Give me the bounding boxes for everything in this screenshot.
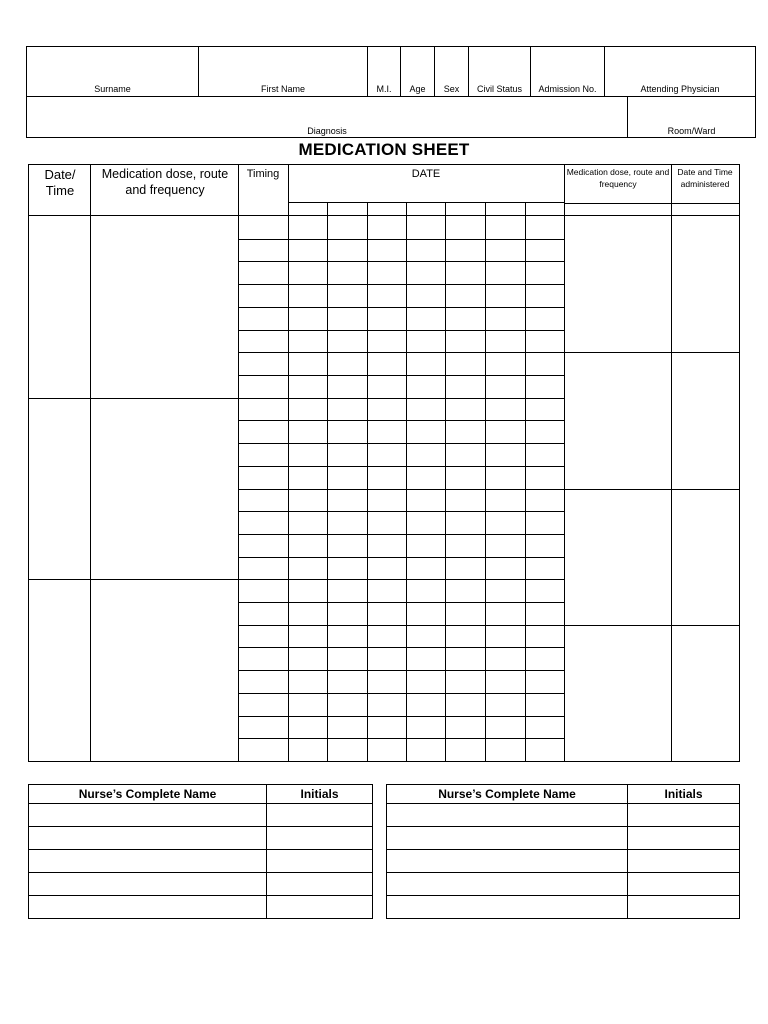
timing-input[interactable] xyxy=(239,444,288,466)
admission-no-field[interactable] xyxy=(531,47,604,96)
medication-input[interactable] xyxy=(91,217,238,398)
nurse-name-cell[interactable] xyxy=(387,873,628,896)
table-row xyxy=(29,896,373,919)
table-row xyxy=(29,827,373,850)
medication-right-input[interactable] xyxy=(565,217,671,352)
timing-input[interactable] xyxy=(239,217,288,239)
nurse-name-cell[interactable] xyxy=(387,896,628,919)
nurse-name-cell[interactable] xyxy=(387,804,628,827)
date-column-divider xyxy=(485,202,486,761)
date-time-administered-input[interactable] xyxy=(672,490,739,625)
patient-info-header xyxy=(26,46,756,138)
date-time-input[interactable] xyxy=(29,399,90,580)
nurse-name-cell[interactable] xyxy=(29,827,267,850)
timing-input[interactable] xyxy=(239,739,288,761)
date-time-administered-input[interactable] xyxy=(672,626,739,761)
nurse-name-cell[interactable] xyxy=(29,804,267,827)
sex-label: Sex xyxy=(443,84,460,94)
table-row xyxy=(387,804,740,827)
timing-input[interactable] xyxy=(239,262,288,284)
nurse-name-cell[interactable] xyxy=(29,896,267,919)
initials-cell[interactable] xyxy=(267,850,373,873)
date-header: DATE xyxy=(411,168,441,180)
table-row xyxy=(29,873,373,896)
timing-input[interactable] xyxy=(239,353,288,375)
age-field[interactable] xyxy=(401,47,434,96)
timing-input[interactable] xyxy=(239,535,288,557)
medication-right-header: Medication dose, route and frequency xyxy=(566,167,670,190)
initials-cell[interactable] xyxy=(628,873,740,896)
timing-input[interactable] xyxy=(239,240,288,262)
timing-input[interactable] xyxy=(239,467,288,489)
nurse-name-cell[interactable] xyxy=(29,873,267,896)
timing-input[interactable] xyxy=(239,671,288,693)
sex-field[interactable] xyxy=(435,47,468,96)
attending-physician-label: Attending Physician xyxy=(640,84,720,94)
nurse-name-cell[interactable] xyxy=(387,827,628,850)
initials-cell[interactable] xyxy=(267,804,373,827)
civil-status-label: Civil Status xyxy=(476,84,522,94)
timing-input[interactable] xyxy=(239,558,288,580)
timing-input[interactable] xyxy=(239,626,288,648)
initials-cell[interactable] xyxy=(267,827,373,850)
nurse-name-header: Nurse’s Complete Name xyxy=(29,785,267,804)
medication-header: Medication dose, route and frequency xyxy=(101,167,229,197)
timing-input[interactable] xyxy=(239,331,288,353)
admission-no-label: Admission No. xyxy=(538,84,597,94)
date-time-header: Date/ Time xyxy=(44,167,76,199)
timing-input[interactable] xyxy=(239,490,288,512)
diagnosis-field[interactable] xyxy=(27,97,627,138)
date-time-administered-input[interactable] xyxy=(672,217,739,352)
nurse-name-cell[interactable] xyxy=(387,850,628,873)
timing-input[interactable] xyxy=(239,376,288,398)
initials-cell[interactable] xyxy=(628,896,740,919)
initials-cell[interactable] xyxy=(628,850,740,873)
medication-input[interactable] xyxy=(91,399,238,580)
nurse-table-left xyxy=(28,784,373,919)
initials-header: Initials xyxy=(628,785,740,804)
room-ward-label: Room/Ward xyxy=(667,126,716,136)
timing-input[interactable] xyxy=(239,308,288,330)
medication-right-input[interactable] xyxy=(565,353,671,488)
date-column-divider xyxy=(367,202,368,761)
date-subheader-divider xyxy=(288,202,564,203)
middle-initial-field[interactable] xyxy=(368,47,400,96)
room-ward-field[interactable] xyxy=(628,97,755,138)
nurse-name-header: Nurse’s Complete Name xyxy=(387,785,628,804)
date-column-divider xyxy=(406,202,407,761)
date-column-divider xyxy=(445,202,446,761)
table-row xyxy=(387,896,740,919)
initials-cell[interactable] xyxy=(267,896,373,919)
timing-input[interactable] xyxy=(239,694,288,716)
table-row xyxy=(387,873,740,896)
diagnosis-label: Diagnosis xyxy=(307,126,347,136)
medication-right-input[interactable] xyxy=(565,490,671,625)
date-column-divider xyxy=(525,202,526,761)
civil-status-field[interactable] xyxy=(469,47,530,96)
date-column-divider xyxy=(327,202,328,761)
initials-header: Initials xyxy=(267,785,373,804)
timing-header: Timing xyxy=(246,168,280,180)
medication-input[interactable] xyxy=(91,580,238,761)
table-row xyxy=(387,827,740,850)
column-divider xyxy=(288,165,289,761)
attending-physician-field[interactable] xyxy=(605,47,755,96)
middle-initial-label: M.I. xyxy=(376,84,392,94)
initials-cell[interactable] xyxy=(628,804,740,827)
timing-input[interactable] xyxy=(239,512,288,534)
timing-input[interactable] xyxy=(239,399,288,421)
medication-grid xyxy=(28,164,740,762)
table-row xyxy=(387,850,740,873)
medication-right-input[interactable] xyxy=(565,626,671,761)
timing-input[interactable] xyxy=(239,421,288,443)
surname-field[interactable] xyxy=(27,47,198,96)
surname-label: Surname xyxy=(94,84,131,94)
timing-input[interactable] xyxy=(239,580,288,602)
age-label: Age xyxy=(409,84,426,94)
date-time-input[interactable] xyxy=(29,217,90,398)
initials-cell[interactable] xyxy=(628,827,740,850)
timing-input[interactable] xyxy=(239,717,288,739)
first-name-field[interactable] xyxy=(199,47,367,96)
initials-cell[interactable] xyxy=(267,873,373,896)
nurse-table-right xyxy=(386,784,740,919)
date-time-administered-input[interactable] xyxy=(672,353,739,488)
nurse-name-cell[interactable] xyxy=(29,850,267,873)
date-time-input[interactable] xyxy=(29,580,90,761)
date-time-administered-header: Date and Time administered xyxy=(677,167,733,190)
page-title: MEDICATION SHEET xyxy=(298,140,470,159)
right-header-divider xyxy=(564,203,739,204)
first-name-label: First Name xyxy=(260,84,305,94)
header-divider xyxy=(29,215,739,216)
timing-input[interactable] xyxy=(239,648,288,670)
timing-input[interactable] xyxy=(239,285,288,307)
table-row xyxy=(29,850,373,873)
table-row xyxy=(29,804,373,827)
timing-input[interactable] xyxy=(239,603,288,625)
